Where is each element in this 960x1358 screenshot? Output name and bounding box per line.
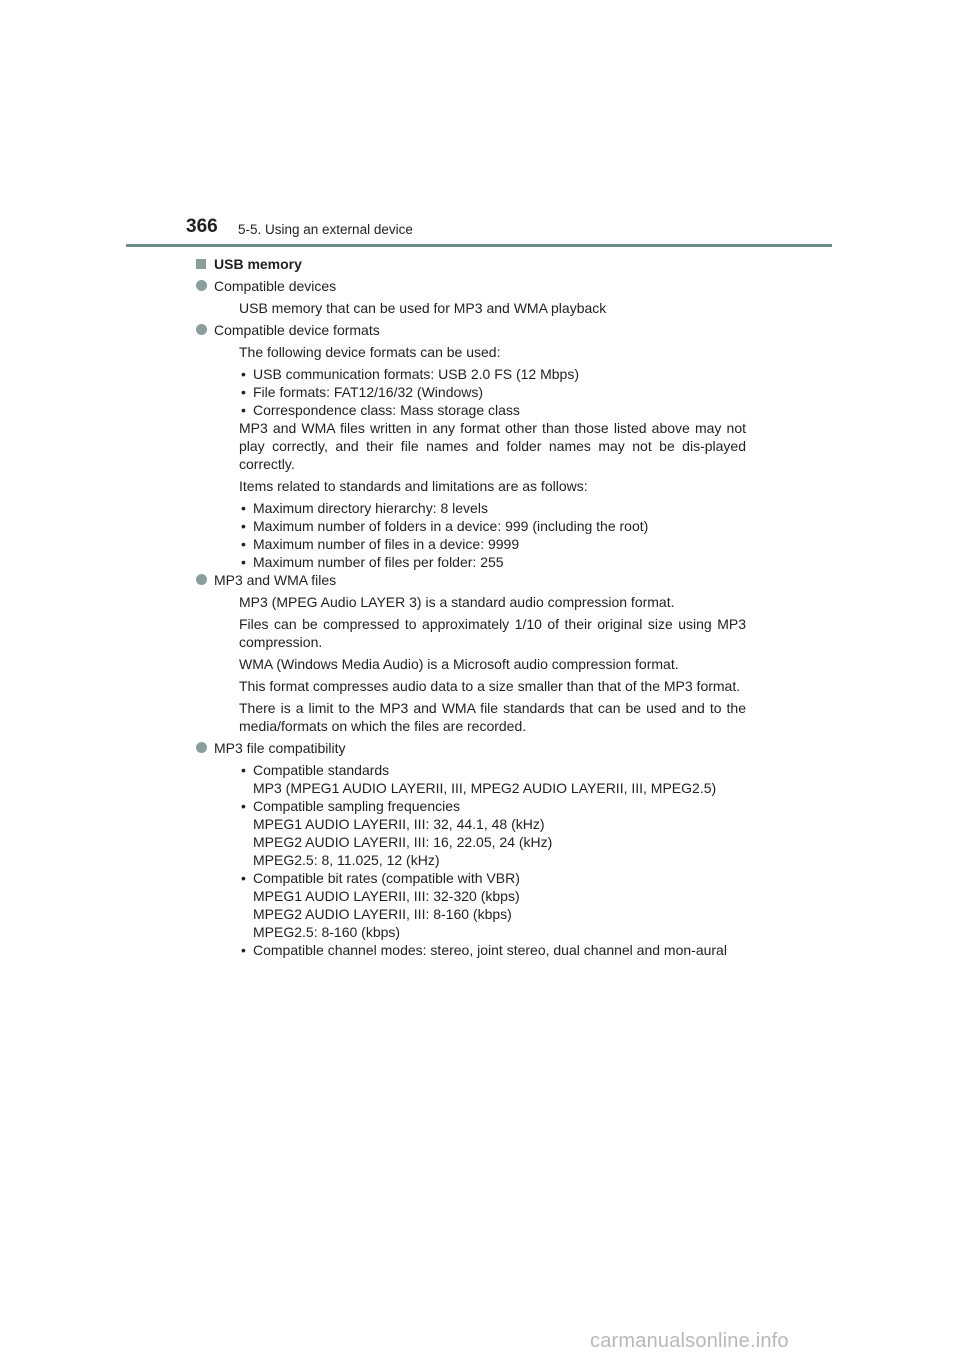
list-item: • Maximum number of folders in a device: 999 (including the root) (241, 518, 649, 534)
list-item: • USB communication formats: USB 2.0 FS (12 Mbps) (241, 366, 579, 382)
list-item: • Maximum number of files in a device: 9999 (241, 536, 520, 552)
mp3-wma-p5: There is a limit to the MP3 and WMA file standards that can be used and to the media/formats on which the files are recorded. (239, 700, 746, 734)
list-item: • Compatible standards MP3 (MPEG1 AUDIO LAYERII, III, MPEG2 AUDIO LAYERII, III, MPEG2.5) (241, 762, 717, 796)
usb-memory-heading (196, 255, 746, 273)
page-number: 366 (186, 216, 218, 237)
watermark: carmanualsonline.info (590, 1330, 789, 1352)
section-title: 5-5. Using an external device (238, 222, 413, 237)
list-item: • Compatible sampling frequencies MPEG1 AUDIO LAYERII, III: 32, 44.1, 48 (kHz) MPEG2 AUDIO LAYERII, III: 16, 22.05, 24 (kHz) MPEG2.5: 8, 11.025, 12 (kHz) (241, 798, 553, 868)
list-item: • Compatible channel modes: stereo, joint stereo, dual channel and mon-aural (241, 942, 727, 958)
mp3-wma-p3: WMA (Windows Media Audio) is a Microsoft audio compression format. (239, 656, 679, 672)
mp3-wma-title: MP3 and WMA files (214, 572, 337, 588)
list-item: • Correspondence class: Mass storage class (241, 402, 520, 418)
usb-memory-title: USB memory (214, 256, 302, 272)
mp3-compat-title: MP3 file compatibility (214, 740, 346, 756)
compatible-devices-heading (196, 277, 746, 295)
list-item: • Compatible bit rates (compatible with VBR) MPEG1 AUDIO LAYERII, III: 32-320 (kbps) MPEG2 AUDIO LAYERII, III: 8-160 (kbps) MPEG2.5: 8-160 (kbps) (241, 870, 520, 940)
list-item: • Maximum number of files per folder: 255 (241, 554, 504, 570)
device-formats-heading (196, 321, 746, 339)
limits-intro: Items related to standards and limitations are as follows: (239, 478, 588, 494)
mp3-compat-heading (196, 739, 746, 757)
page-content (196, 255, 746, 963)
mp3-wma-p2: Files can be compressed to approximately 1/10 of their original size using MP3 compression. (239, 616, 746, 650)
circle-bullet-icon (196, 324, 207, 335)
circle-bullet-icon (196, 574, 207, 585)
compatible-devices-title: Compatible devices (214, 278, 337, 294)
mp3-wma-p1: MP3 (MPEG Audio LAYER 3) is a standard audio compression format. (239, 594, 675, 610)
square-bullet-icon (196, 259, 206, 269)
list-item: • File formats: FAT12/16/32 (Windows) (241, 384, 484, 400)
circle-bullet-icon (196, 742, 207, 753)
mp3-wma-p4: This format compresses audio data to a size smaller than that of the MP3 format. (239, 678, 741, 694)
compatible-devices-text: USB memory that can be used for MP3 and WMA playback (239, 300, 607, 316)
formats-note: MP3 and WMA files written in any format other than those listed above may not play correctly, and their file names and folder names may not be dis-played correctly. (239, 420, 746, 472)
device-formats-title: Compatible device formats (214, 322, 380, 338)
formats-list (239, 365, 746, 419)
header-divider (126, 244, 832, 247)
formats-intro: The following device formats can be used: (239, 344, 501, 360)
circle-bullet-icon (196, 280, 207, 291)
mp3-compat-list (239, 761, 746, 959)
list-item: • Maximum directory hierarchy: 8 levels (241, 500, 488, 516)
limits-list (239, 499, 746, 571)
mp3-wma-heading (196, 571, 746, 589)
